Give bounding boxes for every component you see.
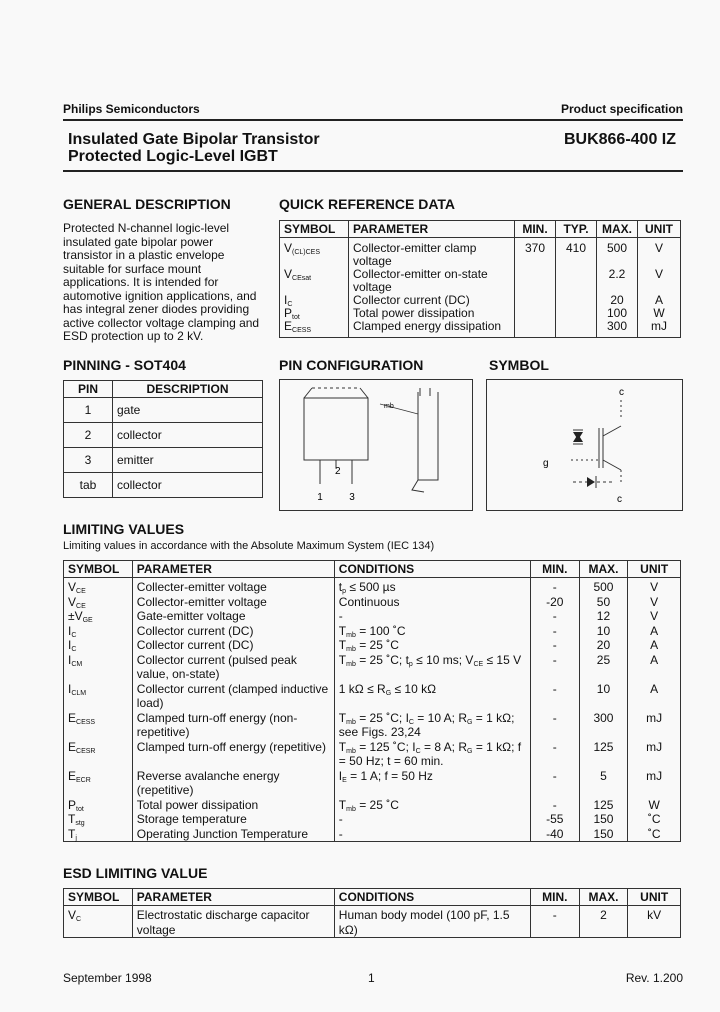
max-cell: 10 [579, 682, 628, 711]
pinning-heading: PINNING - SOT404 [63, 357, 186, 373]
label-collector-bottom: c [617, 494, 622, 505]
max-cell: 12 [579, 609, 628, 624]
pin-configuration-heading: PIN CONFIGURATION [279, 357, 424, 373]
symbol-subscript: GE [82, 617, 93, 624]
header-rule [63, 119, 683, 121]
unit-cell: A [628, 653, 681, 682]
qrd-row [280, 268, 681, 294]
symbol-cell [64, 827, 133, 842]
footer-date: September 1998 [63, 971, 152, 985]
max-cell: 20 [579, 638, 628, 653]
symbol-main: I [284, 293, 288, 307]
limiting_values-row [64, 609, 681, 624]
unit-cell: V [628, 595, 681, 610]
unit-cell: V [628, 578, 681, 595]
qrd-param-cell: Collector-emitter clamp voltage [349, 238, 515, 269]
symbol-diagram [486, 379, 683, 511]
symbol-subscript: CE [76, 588, 86, 595]
max-cell: 125 [579, 798, 628, 813]
conditions-cell: - [334, 609, 530, 624]
qrd-col-header: TYP. [556, 221, 597, 238]
label-pin-1: 1 [317, 492, 323, 503]
symbol-cell [64, 740, 133, 769]
pin-number: tab [64, 473, 113, 498]
description-line: suitable for surface mount [63, 261, 202, 276]
label-pin-3: 3 [349, 492, 355, 503]
parameter-cell: Collector current (DC) [132, 638, 334, 653]
symbol-main: I [68, 638, 72, 652]
qrd-typ-cell [556, 268, 597, 294]
symbol-subscript: C [71, 646, 77, 653]
qrd-col-header: UNIT [638, 221, 681, 238]
esd-col-header: SYMBOL [64, 889, 133, 906]
limiting-values-heading: LIMITING VALUES [63, 521, 185, 537]
conditions-cell: $I_E = 1$ A; f = 50 Hz [334, 769, 530, 798]
package-body-outline [304, 398, 368, 460]
max-cell: 500 [579, 578, 628, 595]
parameter-cell: Total power dissipation [132, 798, 334, 813]
qrd-param-cell: Clamped energy dissipation [349, 320, 515, 338]
quick-reference-heading: QUICK REFERENCE DATA [279, 196, 456, 212]
qrd-typ-cell [556, 294, 597, 307]
qrd-min-cell: 370 [515, 238, 556, 269]
symbol-cell [64, 638, 133, 653]
symbol-main: T [68, 826, 76, 841]
title-rule [63, 170, 683, 172]
symbol-cell [64, 578, 133, 595]
max-cell: 5 [579, 769, 628, 798]
qrd-row [280, 238, 681, 269]
unit-cell: A [628, 682, 681, 711]
footer-revision: Rev. 1.200 [625, 971, 683, 985]
max-cell: 2 [579, 906, 628, 938]
min-cell: - [530, 653, 579, 682]
parameter-cell: Collecter-emitter voltage [132, 578, 334, 595]
qrd-unit-cell: mJ [638, 320, 681, 338]
limiting_values-row [64, 798, 681, 813]
limiting_values-row [64, 624, 681, 639]
symbol-main: T [68, 812, 76, 826]
parameter-cell: Reverse avalanche energy (repetitive) [132, 769, 334, 798]
label-mb: mb [384, 403, 394, 410]
qrd-typ-cell: 410 [556, 238, 597, 269]
symbol-subscript: CEsat [292, 275, 312, 282]
qrd-max-cell: 100 [597, 307, 638, 320]
qrd-max-cell: 500 [597, 238, 638, 269]
title-line-1: Insulated Gate Bipolar Transistor [68, 131, 320, 148]
qrd-min-cell [515, 307, 556, 320]
parameter-cell: Collector current (DC) [132, 624, 334, 639]
pin-description: gate [113, 398, 263, 423]
pin-row [64, 473, 263, 498]
limiting_values-col-header: MAX. [579, 561, 628, 578]
label-collector-top: c [619, 387, 624, 398]
symbol-cell [64, 653, 133, 682]
symbol-cell [64, 906, 133, 938]
conditions-cell: Continuous [334, 595, 530, 610]
qrd-max-cell: 2.2 [597, 268, 638, 294]
igbt-symbol [487, 380, 682, 510]
description-line: applications. It is intended for [63, 275, 219, 289]
limiting_values-row [64, 682, 681, 711]
symbol-cell [64, 682, 133, 711]
pin-description: collector [113, 423, 263, 448]
parameter-cell: Clamped turn-off energy (repetitive) [132, 740, 334, 769]
symbol-cell [280, 238, 349, 269]
general-description-heading: GENERAL DESCRIPTION [63, 196, 231, 212]
symbol-main: E [68, 710, 77, 725]
qrd-unit-cell: W [638, 307, 681, 320]
parameter-cell: Storage temperature [132, 812, 334, 827]
unit-cell: kV [628, 906, 681, 938]
symbol-cell [280, 320, 349, 338]
pin-row [64, 398, 263, 423]
footer-page-number: 1 [368, 971, 375, 985]
unit-cell: mJ [628, 769, 681, 798]
conditions-cell: $T_{mb} = 25$ ˚C; $t_p \le 10$ ms; $V_{CE} \le 15$ V [334, 653, 530, 682]
limiting_values-row [64, 653, 681, 682]
max-cell: 50 [579, 595, 628, 610]
symbol-main: V [68, 594, 77, 609]
symbol-main: P [68, 797, 77, 812]
max-cell: 10 [579, 624, 628, 639]
qrd-col-header: MAX. [597, 221, 638, 238]
description-line: transistor in a plastic envelope [63, 248, 225, 262]
parameter-cell: Electrostatic discharge capacitor voltage [132, 906, 334, 938]
symbol-cell [64, 595, 133, 610]
limiting-values-subtitle: Limiting values in accordance with the Absolute Maximum System (IEC 134) [63, 540, 435, 552]
qrd-min-cell [515, 268, 556, 294]
symbol-subscript: C [76, 916, 82, 923]
max-cell: 150 [579, 812, 628, 827]
parameter-cell: Clamped turn-off energy (non-repetitive) [132, 711, 334, 740]
pin-description: emitter [113, 448, 263, 473]
parameter-cell: Operating Junction Temperature [132, 827, 334, 842]
min-cell: - [530, 609, 579, 624]
esd-col-header: CONDITIONS [334, 889, 530, 906]
pin-number: 2 [64, 423, 113, 448]
zener-diode-3 [587, 477, 595, 487]
doc-type: Product specification [560, 102, 683, 116]
min-cell: - [530, 578, 579, 595]
symbol-main: E [68, 768, 77, 783]
min-cell: -40 [530, 827, 579, 842]
package-bevel [304, 388, 368, 398]
parameter-cell: Collector-emitter voltage [132, 595, 334, 610]
qrd-col-header: PARAMETER [349, 221, 515, 238]
limiting_values-col-header: MIN. [530, 561, 579, 578]
symbol-main: V [284, 241, 293, 255]
symbol-main: V [68, 908, 77, 922]
conditions-cell: $t_p \le 500$ µs [334, 578, 530, 595]
symbol-subscript: stg [75, 820, 85, 827]
symbol-subscript: CLM [71, 689, 87, 697]
part-number: BUK866-400 IZ [563, 131, 676, 148]
description-line: ESD protection up to 2 kV. [63, 329, 204, 343]
conditions-cell: $T_{mb} = 125$ ˚C; $I_C = 8$ A; $R_G = 1$ kΩ; f = 50 Hz; t = 60 min. [334, 740, 530, 769]
qrd-param-cell: Collector-emitter on-state voltage [349, 268, 515, 294]
esd-row [64, 906, 681, 938]
unit-cell: W [628, 798, 681, 813]
esd-col-header: UNIT [628, 889, 681, 906]
qrd-min-cell [515, 294, 556, 307]
limiting_values-row [64, 827, 681, 842]
pinning-table [63, 380, 263, 498]
min-cell: - [530, 682, 579, 711]
description-line: Protected N-channel logic-level [63, 221, 230, 235]
symbol-main: E [68, 739, 77, 754]
limiting-values-table [63, 560, 681, 842]
min-cell: - [530, 798, 579, 813]
conditions-cell: - [334, 827, 530, 842]
qrd-row [280, 320, 681, 338]
pin-number: 1 [64, 398, 113, 423]
label-gate: g [543, 458, 549, 469]
esd-table [63, 888, 681, 938]
limiting_values-col-header: SYMBOL [64, 561, 133, 578]
min-cell: -20 [530, 595, 579, 610]
symbol-subscript: CM [71, 660, 83, 668]
description-line: automotive ignition applications, and [63, 288, 257, 303]
limiting_values-row [64, 578, 681, 595]
pin-row [64, 423, 263, 448]
limiting_values-row [64, 638, 681, 653]
description-line: insulated gate bipolar power [63, 234, 214, 249]
qrd-min-cell [515, 320, 556, 338]
symbol-cell [64, 812, 133, 827]
qrd-unit-cell: V [638, 238, 681, 269]
company-name: Philips Semiconductors [63, 102, 200, 116]
general-description-text [63, 222, 273, 344]
qrd-max-cell: 300 [597, 320, 638, 338]
symbol-main: I [68, 623, 72, 638]
qrd-max-cell: 20 [597, 294, 638, 307]
conditions-cell: $T_{mb} = 100$ ˚C [334, 624, 530, 639]
gate-plates [599, 428, 603, 468]
max-cell: 25 [579, 653, 628, 682]
symbol-subscript: (CL)CES [292, 249, 321, 256]
description-line: has integral zener diodes providing [63, 302, 250, 316]
symbol-subscript: tot [76, 805, 84, 813]
parameter-cell: Collector current (pulsed peak value, on-state) [132, 653, 334, 682]
qrd-typ-cell [556, 307, 597, 320]
symbol-heading: SYMBOL [489, 357, 549, 373]
qrd-param-cell: Collector current (DC) [349, 294, 515, 307]
symbol-main: I [68, 652, 72, 667]
symbol-main: V [284, 267, 293, 281]
pin-configuration-diagram [279, 379, 473, 511]
limiting_values-row [64, 812, 681, 827]
limiting_values-row [64, 740, 681, 769]
conditions-cell: $T_{mb} = 25$ ˚C [334, 638, 530, 653]
pin-number: 3 [64, 448, 113, 473]
parameter-cell: Gate-emitter voltage [132, 609, 334, 624]
limiting_values-col-header: PARAMETER [132, 561, 334, 578]
pin-col-header: PIN [64, 381, 113, 398]
unit-cell: mJ [628, 740, 681, 769]
qrd-col-header: MIN. [515, 221, 556, 238]
qrd-param-cell: Total power dissipation [349, 307, 515, 320]
symbol-subscript: C [287, 301, 293, 308]
min-cell: - [530, 638, 579, 653]
conditions-cell: $T_{mb} = 25$ ˚C; $I_C = 10$ A; $R_G = 1$ kΩ; see Figs. 23,24 [334, 711, 530, 740]
unit-cell: ˚C [628, 827, 681, 842]
symbol-main: E [284, 319, 293, 333]
esd-heading: ESD LIMITING VALUE [63, 865, 208, 881]
conditions-cell: $T_{mb} = 25$ ˚C [334, 798, 530, 813]
conditions-cell: - [334, 812, 530, 827]
symbol-cell [64, 769, 133, 798]
symbol-main: I [68, 681, 72, 696]
esd-col-header: MAX. [579, 889, 628, 906]
qrd-col-header: SYMBOL [280, 221, 349, 238]
min-cell: -55 [530, 812, 579, 827]
symbol-subscript: tot [292, 314, 300, 321]
esd-col-header: PARAMETER [132, 889, 334, 906]
package-drawing [280, 380, 472, 510]
symbol-subscript: ECR [76, 776, 91, 784]
qrd-unit-cell: A [638, 294, 681, 307]
limiting_values-col-header: CONDITIONS [334, 561, 530, 578]
min-cell: - [530, 711, 579, 740]
min-cell: - [530, 624, 579, 639]
unit-cell: A [628, 624, 681, 639]
symbol-subscript: CE [76, 602, 86, 610]
min-cell: - [530, 740, 579, 769]
conditions-cell: 1 $k\Omega \le R_G \le 10$ kΩ [334, 682, 530, 711]
pin-description: collector [113, 473, 263, 498]
esd-col-header: MIN. [530, 889, 579, 906]
description-line: active collector voltage clamping and [63, 315, 260, 330]
min-cell: - [530, 769, 579, 798]
limiting_values-row [64, 595, 681, 610]
symbol-cell [64, 624, 133, 639]
limiting_values-col-header: UNIT [628, 561, 681, 578]
package-side-view [418, 392, 438, 480]
symbol-cell [280, 268, 349, 294]
limiting_values-row [64, 769, 681, 798]
symbol-subscript: j [75, 834, 77, 842]
symbol-subscript: CESR [76, 747, 96, 755]
conditions-cell: Human body model (100 pF, 1.5 kΩ) [334, 906, 530, 938]
symbol-cell [64, 711, 133, 740]
symbol-subscript: CESS [76, 718, 96, 726]
min-cell: - [530, 906, 579, 938]
unit-cell: mJ [628, 711, 681, 740]
qrd-typ-cell [556, 320, 597, 338]
qrd-unit-cell: V [638, 268, 681, 294]
label-pin-2: 2 [335, 466, 341, 477]
parameter-cell: Collector current (clamped inductive load) [132, 682, 334, 711]
unit-cell: ˚C [628, 812, 681, 827]
max-cell: 125 [579, 740, 628, 769]
symbol-main: ±V [68, 609, 83, 623]
symbol-main: V [68, 580, 77, 594]
title-line-2: Protected Logic-Level IGBT [68, 148, 278, 165]
pin-row [64, 448, 263, 473]
unit-cell: A [628, 638, 681, 653]
zener-diode-2 [573, 434, 583, 442]
symbol-subscript: C [71, 631, 77, 639]
symbol-main: P [284, 306, 293, 320]
max-cell: 300 [579, 711, 628, 740]
symbol-subscript: CESS [292, 327, 312, 334]
symbol-cell [64, 609, 133, 624]
limiting_values-row [64, 711, 681, 740]
symbol-cell [64, 798, 133, 813]
description-col-header: DESCRIPTION [113, 381, 263, 398]
unit-cell: V [628, 609, 681, 624]
max-cell: 150 [579, 827, 628, 842]
quick-reference-table [279, 220, 681, 338]
